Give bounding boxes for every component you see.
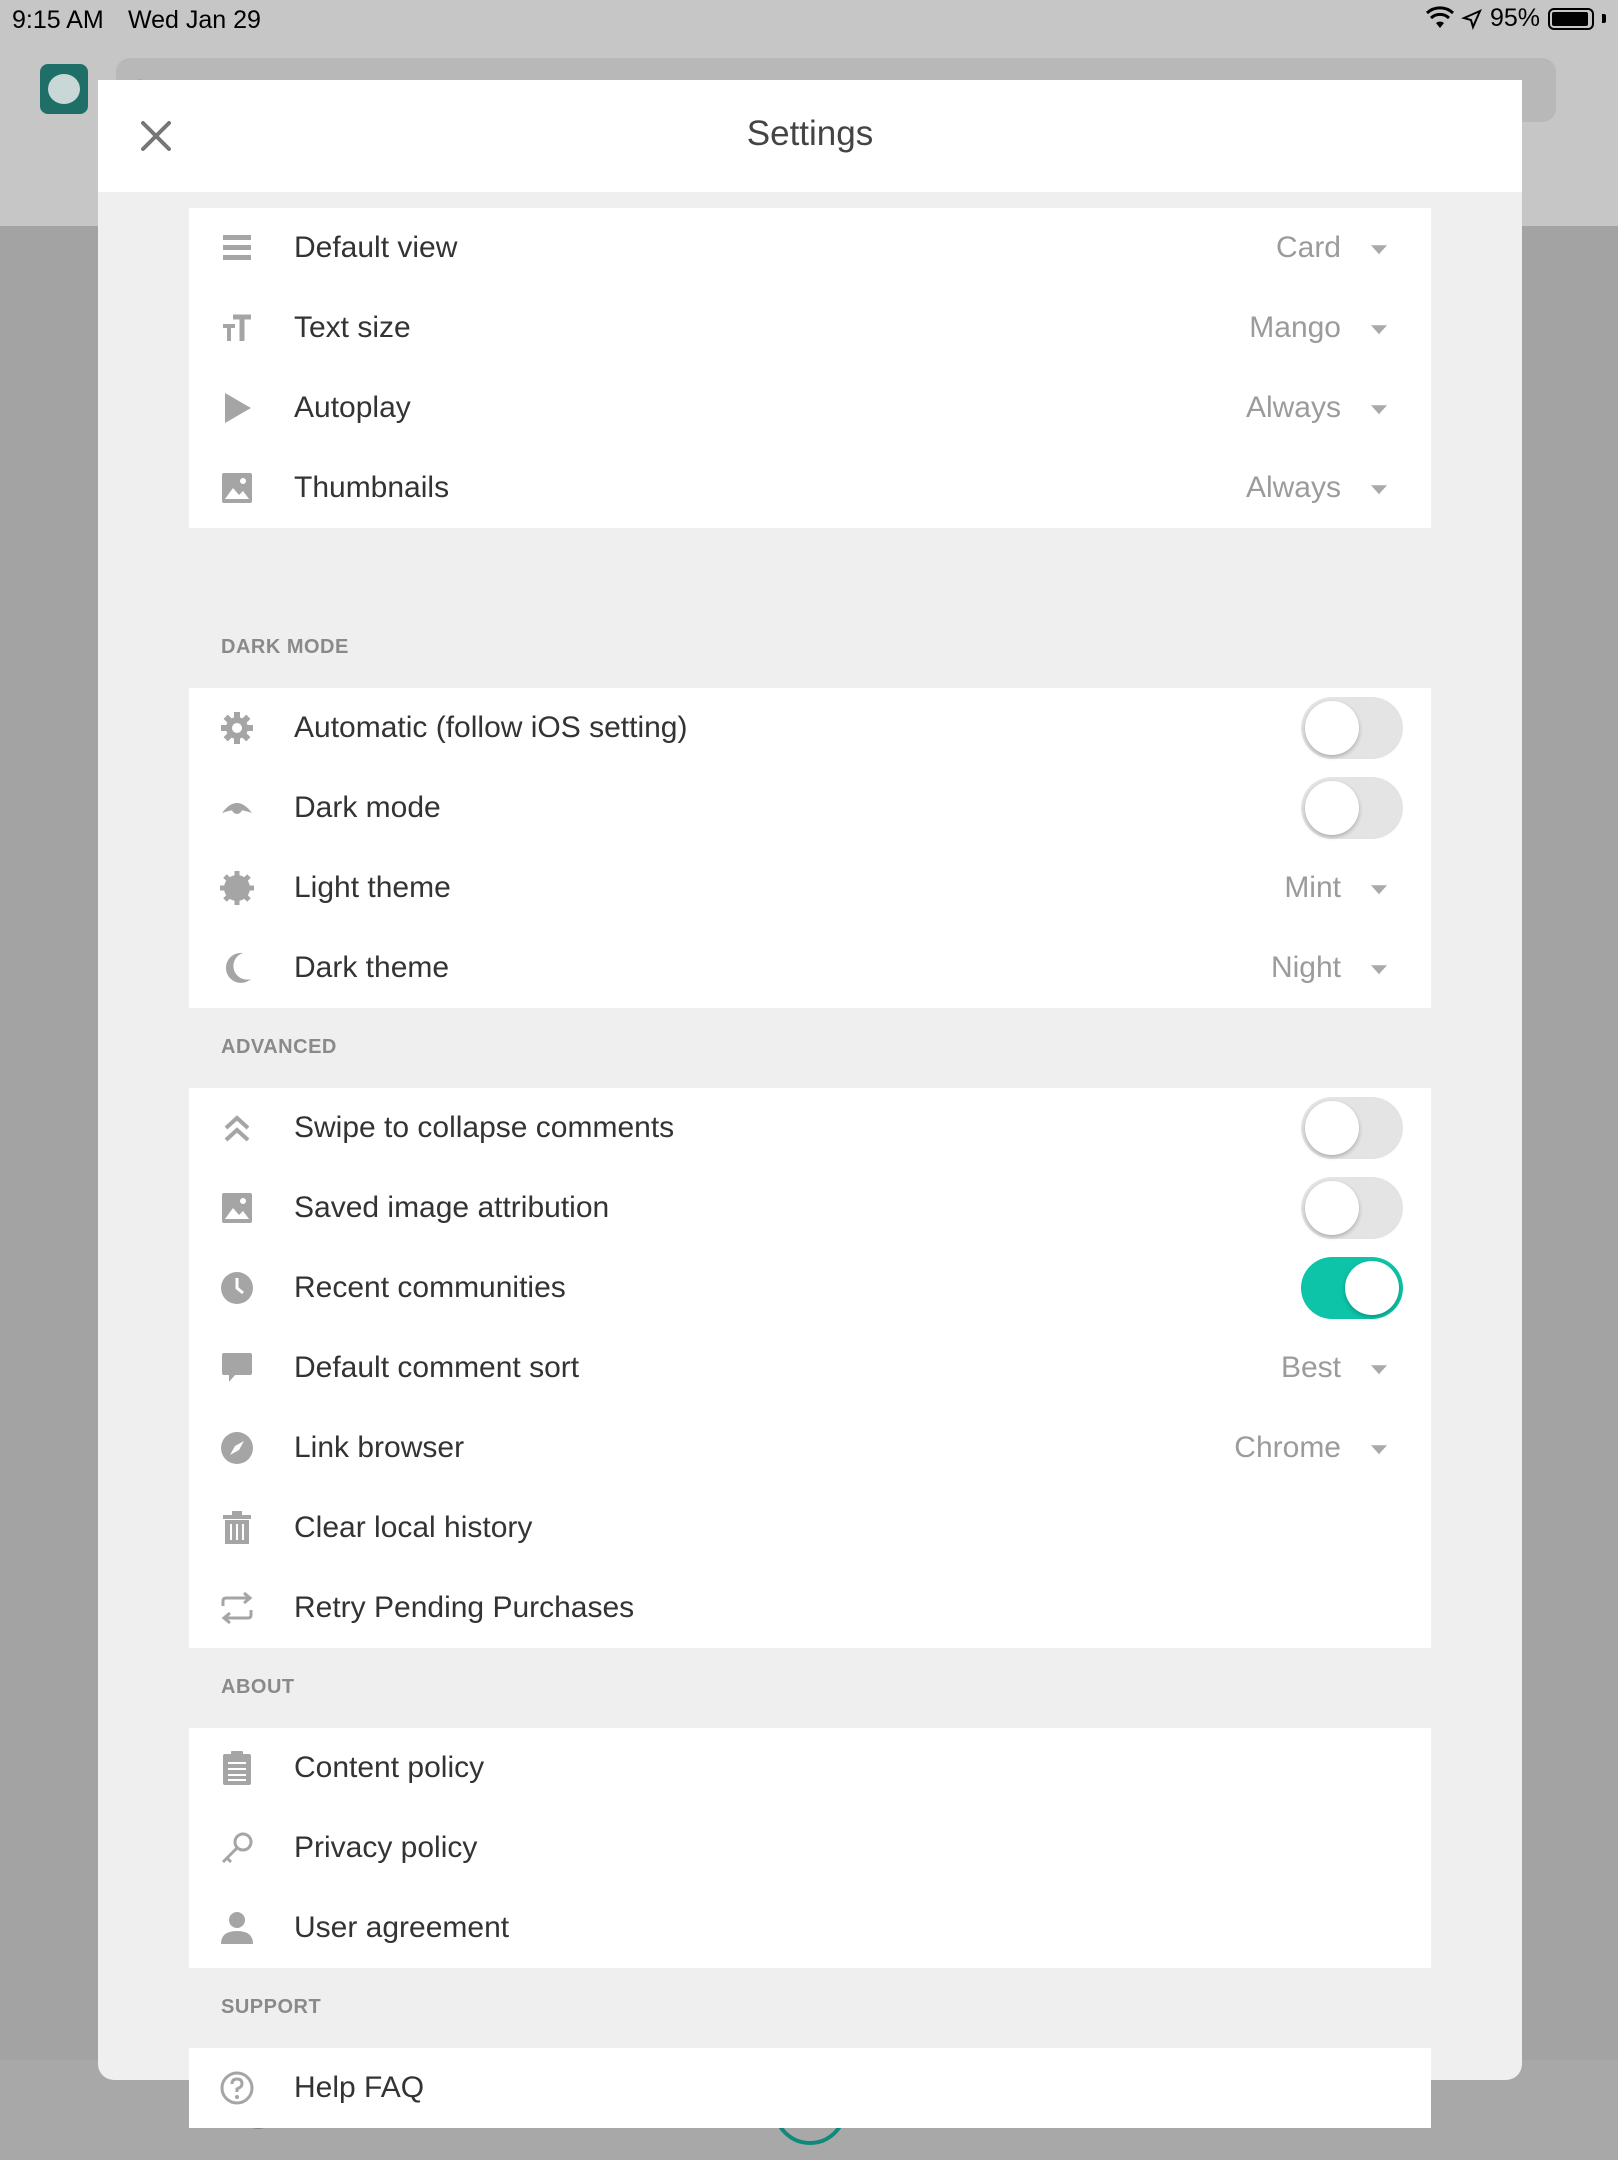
setting-label: Default comment sort — [294, 1351, 580, 1384]
trash-icon — [221, 1512, 253, 1544]
setting-value[interactable]: Always — [1245, 471, 1341, 504]
setting-label: Swipe to collapse comments — [294, 1111, 675, 1144]
recent-communities-toggle[interactable] — [1301, 1257, 1403, 1319]
setting-value[interactable]: Mango — [1249, 311, 1341, 344]
status-bar — [0, 0, 1618, 40]
section-header-support: SUPPORT — [221, 1996, 322, 2018]
setting-swipe-collapse[interactable] — [189, 1088, 1431, 1168]
setting-link-browser[interactable] — [189, 1408, 1431, 1488]
battery-percent: 95% — [1489, 4, 1540, 32]
chevron-down-icon[interactable] — [1371, 485, 1387, 494]
gear-icon — [221, 712, 253, 744]
setting-value[interactable]: Best — [1280, 1351, 1341, 1384]
about-settings-group — [189, 1728, 1431, 1968]
comment-icon — [221, 1352, 253, 1384]
setting-label: Retry Pending Purchases — [294, 1591, 635, 1624]
setting-label: Default view — [294, 231, 458, 264]
setting-default-comment-sort[interactable] — [189, 1328, 1431, 1408]
status-date: Wed Jan 29 — [128, 6, 261, 34]
setting-value[interactable]: Mint — [1284, 871, 1341, 904]
refresh-icon — [221, 1592, 253, 1624]
setting-label: Saved image attribution — [294, 1191, 610, 1224]
double-chevron-up-icon — [221, 1112, 253, 1144]
setting-text-size[interactable] — [189, 288, 1431, 368]
setting-thumbnails[interactable] — [189, 448, 1431, 528]
section-header-advanced: ADVANCED — [221, 1036, 337, 1058]
setting-saved-image-attribution[interactable] — [189, 1168, 1431, 1248]
key-icon — [221, 1832, 253, 1864]
link-content-policy[interactable] — [189, 1728, 1431, 1808]
setting-label: Dark theme — [294, 951, 450, 984]
battery-icon — [1548, 8, 1594, 30]
setting-value[interactable]: Chrome — [1234, 1431, 1341, 1464]
section-header-about: ABOUT — [221, 1676, 295, 1698]
setting-recent-communities[interactable] — [189, 1248, 1431, 1328]
setting-default-view[interactable] — [189, 208, 1431, 288]
user-icon — [221, 1912, 253, 1944]
clipboard-icon — [221, 1752, 253, 1784]
chevron-down-icon[interactable] — [1371, 1445, 1387, 1454]
setting-label: Link browser — [294, 1431, 465, 1464]
setting-light-theme[interactable] — [189, 848, 1431, 928]
setting-automatic-dark-mode[interactable] — [189, 688, 1431, 768]
image-icon — [221, 472, 253, 504]
setting-retry-pending-purchases[interactable] — [189, 1568, 1431, 1648]
setting-value[interactable]: Night — [1270, 951, 1341, 984]
text-size-icon — [221, 312, 253, 344]
link-privacy-policy[interactable] — [189, 1808, 1431, 1888]
chevron-down-icon[interactable] — [1371, 1365, 1387, 1374]
setting-label: Content policy — [294, 1751, 485, 1784]
automatic-dark-mode-toggle[interactable] — [1301, 697, 1403, 759]
battery-tip — [1602, 14, 1606, 23]
setting-label: Automatic (follow iOS setting) — [294, 711, 688, 744]
setting-label: Help FAQ — [294, 2071, 425, 2104]
setting-label: Autoplay — [294, 391, 411, 424]
setting-autoplay[interactable] — [189, 368, 1431, 448]
toggle-knob — [1305, 701, 1359, 755]
modal-header — [98, 80, 1522, 192]
dark-mode-settings-group — [189, 688, 1431, 1008]
saved-image-attribution-toggle[interactable] — [1301, 1177, 1403, 1239]
link-help-faq[interactable] — [189, 2048, 1431, 2128]
setting-dark-mode[interactable] — [189, 768, 1431, 848]
link-user-agreement[interactable] — [189, 1888, 1431, 1968]
toggle-knob — [1305, 781, 1359, 835]
wifi-icon — [1426, 8, 1454, 30]
setting-value[interactable]: Always — [1245, 391, 1341, 424]
location-arrow-icon — [1462, 9, 1482, 29]
settings-modal — [98, 80, 1522, 2104]
status-time: 9:15 AM — [12, 6, 104, 34]
eye-icon — [221, 792, 253, 824]
list-icon — [221, 232, 253, 264]
setting-clear-local-history[interactable] — [189, 1488, 1431, 1568]
play-icon — [221, 392, 253, 424]
advanced-settings-group — [189, 1088, 1431, 1648]
setting-label: Light theme — [294, 871, 451, 904]
toggle-knob — [1345, 1261, 1399, 1315]
toggle-knob — [1305, 1101, 1359, 1155]
chevron-down-icon[interactable] — [1371, 245, 1387, 254]
chevron-down-icon[interactable] — [1371, 965, 1387, 974]
chevron-down-icon[interactable] — [1371, 885, 1387, 894]
compass-icon — [221, 1432, 253, 1464]
image-icon — [221, 1192, 253, 1224]
setting-value[interactable]: Card — [1275, 231, 1341, 264]
app-logo-face — [48, 74, 80, 104]
setting-label: Privacy policy — [294, 1831, 478, 1864]
modal-title: Settings — [746, 114, 874, 153]
section-header-dark-mode: DARK MODE — [221, 636, 349, 658]
setting-label: Recent communities — [294, 1271, 566, 1304]
dark-mode-toggle[interactable] — [1301, 777, 1403, 839]
setting-label: Thumbnails — [294, 471, 450, 504]
display-settings-group — [189, 208, 1431, 528]
chevron-down-icon[interactable] — [1371, 405, 1387, 414]
chevron-down-icon[interactable] — [1371, 325, 1387, 334]
moon-icon — [221, 952, 253, 984]
sun-icon — [221, 872, 253, 904]
settings-list[interactable] — [98, 192, 1522, 2104]
status-indicators — [1426, 4, 1606, 33]
setting-label: Text size — [294, 311, 411, 344]
battery-level-fill — [1552, 12, 1588, 26]
swipe-collapse-toggle[interactable] — [1301, 1097, 1403, 1159]
setting-label: Dark mode — [294, 791, 441, 824]
setting-label: Clear local history — [294, 1511, 533, 1544]
help-circle-icon — [221, 2072, 253, 2104]
support-settings-group — [189, 2048, 1431, 2128]
toggle-knob — [1305, 1181, 1359, 1235]
setting-dark-theme[interactable] — [189, 928, 1431, 1008]
setting-label: User agreement — [294, 1911, 510, 1944]
clock-icon — [221, 1272, 253, 1304]
